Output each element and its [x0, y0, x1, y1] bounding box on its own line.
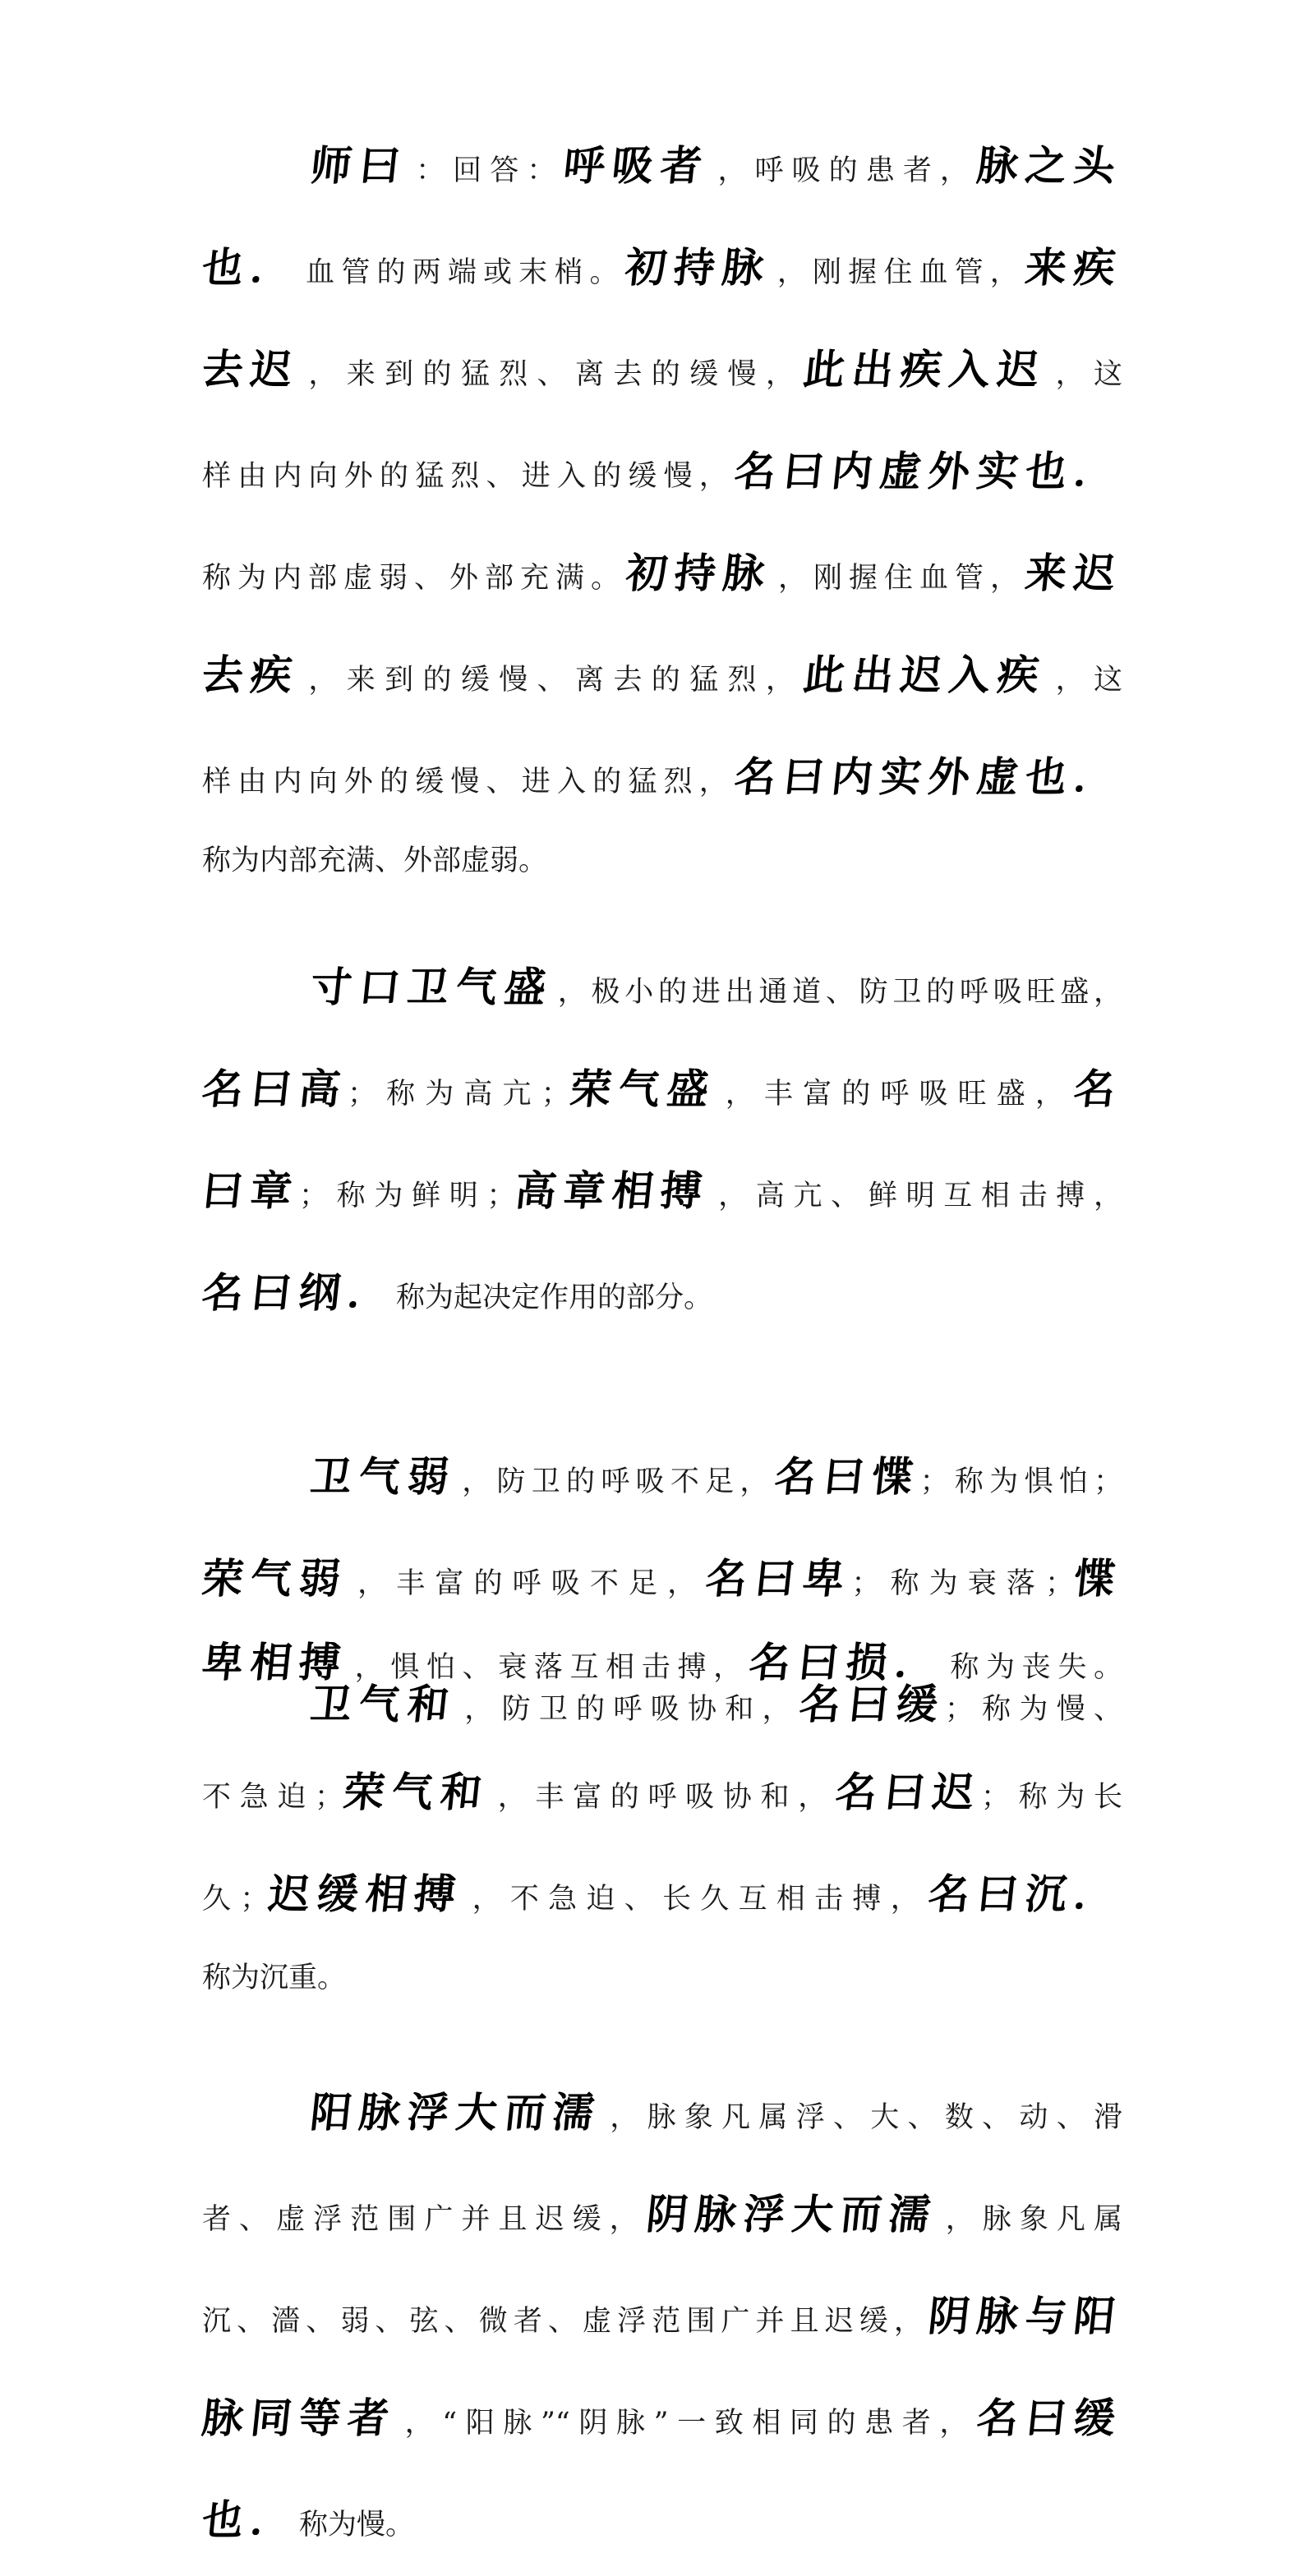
explanation-text: 者、虚浮范围广并且迟缓，: [202, 2203, 647, 2236]
classical-term: 来疾: [1022, 244, 1126, 292]
explanation-text: 称为沉重。: [202, 1962, 347, 1994]
classical-term: 名曰迟: [832, 1769, 984, 1816]
explanation-text: ，来到的猛烈、离去的缓慢，: [299, 358, 804, 391]
explanation-text: ，不急迫、长久互相击搏，: [463, 1883, 928, 1916]
explanation-text: ，丰富的呼吸协和，: [489, 1781, 836, 1814]
classical-term: 初持脉: [622, 244, 773, 292]
classical-term: 名: [1071, 1065, 1126, 1113]
explanation-text: 称为内部虚弱、外部充满。: [202, 562, 626, 595]
explanation-text: ；称为惧怕；: [919, 1465, 1122, 1498]
classical-term: 师曰: [307, 142, 411, 190]
classical-term: 来迟: [1022, 550, 1126, 597]
text-line: [202, 828, 1122, 894]
explanation-text: ，呼吸的患者，: [709, 154, 977, 187]
text-line: [202, 1426, 1122, 1528]
classical-term: 高章相搏: [513, 1167, 712, 1215]
classical-term: 荣气弱: [199, 1555, 351, 1603]
explanation-text: ；称为长: [980, 1781, 1122, 1814]
text-line: [202, 115, 1126, 217]
text-line: [199, 1528, 1126, 1630]
classical-term: 名曰缓: [796, 1681, 947, 1728]
classical-term: 曰章: [199, 1167, 302, 1215]
paragraph-1: [199, 115, 1126, 894]
classical-term: 此出迟入疾: [801, 651, 1049, 699]
text-line: [202, 1668, 1122, 1741]
explanation-text: ，丰富的呼吸旺盛，: [715, 1078, 1074, 1111]
text-line: [199, 624, 1122, 726]
classical-term: 此出疾入迟: [801, 346, 1049, 393]
explanation-text: 称为内部充满、外部虚弱。: [202, 844, 548, 877]
explanation-text: ，脉象凡属浮、大、数、动、滑: [601, 2101, 1122, 2134]
explanation-text: 称为起决定作用的部分。: [396, 1281, 713, 1314]
explanation-text: ，极小的进出通道、防卫的呼吸旺盛，: [553, 976, 1122, 1009]
explanation-text: ，这: [1046, 358, 1122, 391]
explanation-text: ，防卫的呼吸协和，: [456, 1693, 799, 1726]
explanation-text: 称为慢。: [299, 2509, 415, 2542]
classical-term: 初持脉: [623, 550, 775, 597]
text-line: [202, 1741, 1122, 1843]
text-line: [202, 1843, 1126, 1945]
classical-term: 卫气和: [307, 1681, 459, 1728]
explanation-text: 样由内向外的缓慢、进入的猛烈，: [202, 766, 735, 798]
text-line: [202, 522, 1126, 624]
text-line: [199, 319, 1122, 421]
text-line: [199, 1140, 1122, 1242]
explanation-text: ；称为慢、: [944, 1693, 1122, 1726]
text-line: [199, 2469, 1122, 2571]
classical-term: 名曰内实外虚也．: [731, 753, 1126, 801]
paragraph-2: [199, 936, 1126, 1344]
explanation-text: 称为丧失。: [942, 1651, 1122, 1684]
classical-term: 荣气和: [341, 1769, 492, 1816]
explanation-text: ，防卫的呼吸不足，: [456, 1465, 775, 1498]
text-line: [202, 2266, 1126, 2367]
classical-term: 脉之头: [974, 142, 1126, 190]
classical-term: 寸口卫气盛: [307, 964, 556, 1011]
explanation-text: ，这: [1046, 664, 1122, 697]
explanation-text: ，来到的缓慢、离去的猛烈，: [299, 664, 804, 697]
explanation-text: ，刚握住血管，: [770, 256, 1025, 289]
explanation-text: 不急迫；: [202, 1781, 344, 1814]
classical-term: 脉同等者: [199, 2394, 399, 2442]
classical-term: 卫气弱: [307, 1453, 459, 1501]
classical-term: 阳脉浮大而濡: [307, 2089, 605, 2137]
classical-term: 呼吸者: [561, 142, 712, 190]
classical-term: 名曰损．: [746, 1639, 946, 1686]
classical-term: 名曰缓: [974, 2394, 1126, 2442]
explanation-text: 血管的两端或末梢。: [299, 256, 625, 289]
classical-term: 卑相搏: [199, 1639, 351, 1686]
classical-term: 名曰高: [199, 1065, 351, 1113]
classical-term: 惵: [1071, 1555, 1126, 1603]
explanation-text: ，丰富的呼吸不足，: [348, 1567, 707, 1600]
explanation-text: ，惧怕、衰落互相击搏，: [348, 1651, 749, 1684]
classical-term: 名曰惵: [772, 1453, 923, 1501]
explanation-text: ；称为衰落；: [851, 1567, 1074, 1600]
paragraph-4: [202, 1668, 1126, 2011]
explanation-text: ，脉象凡属: [937, 2203, 1122, 2236]
text-line: [202, 421, 1126, 522]
text-line: [202, 1945, 1122, 2011]
explanation-text: ：回答：: [408, 154, 564, 187]
classical-term: 荣气盛: [567, 1065, 718, 1113]
paragraph-3: [199, 1426, 1126, 1695]
text-line: [199, 1242, 1122, 1344]
explanation-text: ；称为高亢；: [348, 1078, 570, 1111]
classical-term: 名曰纲．: [199, 1269, 399, 1317]
classical-term: 阴脉与阳: [925, 2293, 1126, 2340]
explanation-text: ；称为鲜明；: [299, 1180, 516, 1212]
classical-term: 名曰内虚外实也．: [731, 448, 1126, 495]
classical-term: 迟缓相搏: [266, 1870, 466, 1918]
paragraph-5: [199, 2062, 1126, 2571]
classical-term: 去迟: [199, 346, 302, 393]
classical-term: 名曰卑: [703, 1555, 855, 1603]
explanation-text: 样由内向外的猛烈、进入的缓慢，: [202, 460, 735, 493]
text-line: [199, 217, 1126, 319]
classical-term: 阴脉浮大而濡: [643, 2191, 940, 2238]
text-line: [202, 936, 1122, 1038]
text-line: [202, 2164, 1122, 2266]
explanation-text: ，高亢、鲜明互相击搏，: [709, 1180, 1122, 1212]
explanation-text: ，刚握住血管，: [771, 562, 1025, 595]
explanation-text: 久；: [202, 1883, 270, 1916]
text-line: [199, 1038, 1126, 1140]
classical-term: 名曰沉．: [925, 1870, 1126, 1918]
classical-term: 也．: [199, 2496, 302, 2544]
text-line: [202, 2062, 1122, 2164]
classical-term: 也．: [199, 244, 302, 292]
explanation-text: ，“阳脉”“阴脉”一致相同的患者，: [396, 2407, 977, 2440]
explanation-text: 沉、濇、弱、弦、微者、虚浮范围广并且迟缓，: [202, 2305, 928, 2338]
text-line: [202, 726, 1126, 828]
classical-term: 去疾: [199, 651, 302, 699]
text-line: [199, 2367, 1126, 2469]
